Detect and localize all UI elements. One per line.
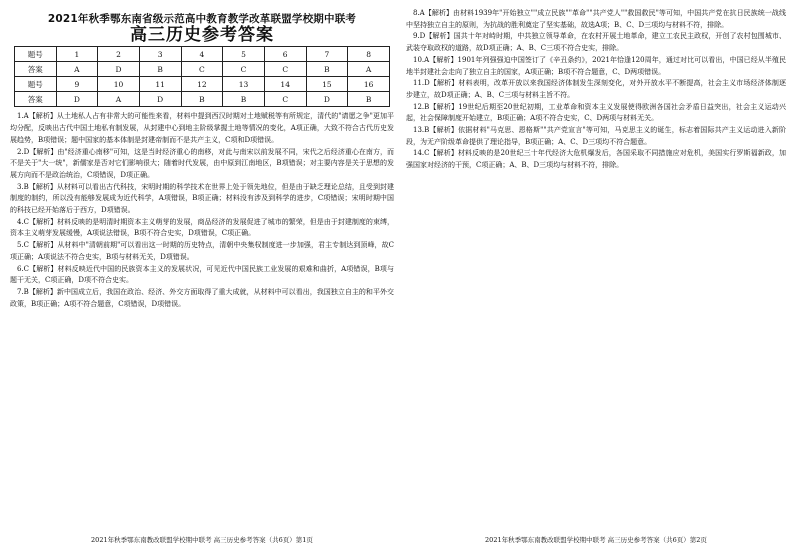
answer-title: 高三历史参考答案 bbox=[130, 24, 274, 45]
question-number: 8 bbox=[348, 47, 390, 62]
explanation-paragraph: 10.A【解析】1901年列强强迫中国签订了《辛丑条约》，2021年恰逢120周年，通过对比可以看出，中国已经从半殖民地半封建社会走向了独立自主的国家，A项正确；B项不符合题意，C、D两项错误。 bbox=[406, 55, 786, 76]
answer-cell: A bbox=[56, 62, 98, 77]
explanation-paragraph: 2.D【解析】由"经济重心南移"可知，这是当时经济重心的南移，对此与南宋以前发展不同，宋代之后经济重心在南方，而不是关于"大一统"，新儒家是否对它们影响很大；随着时代发展，由中原到江南地区，B项错误；对主要内容是关于思想的发展方向而不是政治统治，C项错误，D项正确。 bbox=[10, 147, 394, 179]
question-row-1 bbox=[15, 47, 390, 62]
explanation-paragraph: 13.B【解析】依据材料"马克思、恩格斯""共产党宣言"等可知，马克思主义的诞生，标志着国际共产主义运动进入新阶段，为无产阶级革命提供了理论指导，B项正确；A、C、D三项均不符合题意。 bbox=[406, 126, 786, 146]
question-number: 11 bbox=[139, 77, 181, 92]
left-column bbox=[10, 8, 394, 310]
answer-cell: D bbox=[98, 62, 140, 77]
row-label: 答案 bbox=[15, 62, 57, 77]
question-number: 13 bbox=[223, 77, 265, 92]
question-number: 2 bbox=[98, 47, 140, 62]
question-number: 4 bbox=[181, 47, 223, 62]
answer-cell: B bbox=[181, 92, 223, 107]
answer-cell: B bbox=[306, 62, 348, 77]
exam-title: 2021年秋季鄂东南省级示范高中教育教学改革联盟学校期中联考 bbox=[47, 13, 357, 25]
question-number: 10 bbox=[98, 77, 140, 92]
question-number: 9 bbox=[56, 77, 98, 92]
explanation-paragraph: 14.C【解析】材料反映的是20世纪三十年代经济大危机爆发后，各国采取不同措施应对危机，美国实行罗斯福新政，加强国家对经济的干预，C项正确；A、B、D三项均与材料不符，排除。 bbox=[406, 149, 786, 170]
question-number: 5 bbox=[223, 47, 265, 62]
question-number: 7 bbox=[306, 47, 348, 62]
answer-cell: D bbox=[306, 92, 348, 107]
explanation-paragraph: 5.C【解析】从材料中"清朝前期"可以看出这一时期的历史特点，清朝中央集权制度进一步加强，君主专制达到顶峰，故C项正确；A项说法不符合史实，B项与材料无关，D项错误。 bbox=[10, 241, 394, 261]
answer-table bbox=[14, 46, 390, 107]
question-number: 15 bbox=[306, 77, 348, 92]
question-number: 1 bbox=[56, 47, 98, 62]
explanation-paragraph: 8.A【解析】由材料1939年"开始独立""成立民族""革命""共产党人""救国救民"等可知，中国共产党在抗日民族统一战线中坚持独立自主的原则，为抗战的胜利奠定了坚实基础，故选A项；B、C、D三项均与材料不符，排除。 bbox=[406, 9, 786, 29]
answer-cell: A bbox=[98, 92, 140, 107]
explanation-paragraph: 3.B【解析】从材料可以看出古代科技，宋明时期的科学技术在世界上处于领先地位，但是由于缺乏理论总结，且受到封建制度的制约，所以没有能够发展成为近代科学，A项错误，B项正确；材料没有涉及到科学的进步，C项错误；宋明时期中国的科技已经开始落后于西方，D项错误。 bbox=[10, 182, 394, 215]
answer-cell: C bbox=[181, 62, 223, 77]
question-number: 16 bbox=[348, 77, 390, 92]
row-label: 题号 bbox=[15, 77, 57, 92]
page-footer-left: 2021年秋季鄂东南教改联盟学校期中联考 高三历史参考答案（共6页）第1页 bbox=[91, 536, 313, 544]
answer-cell: D bbox=[139, 92, 181, 107]
question-number: 6 bbox=[264, 47, 306, 62]
answer-row-1 bbox=[15, 62, 390, 77]
answer-cell: D bbox=[56, 92, 98, 107]
answer-cell: C bbox=[223, 62, 265, 77]
right-column bbox=[406, 8, 786, 172]
answer-cell: B bbox=[139, 62, 181, 77]
explanation-paragraph: 9.D【解析】国共十年对峙时期，中共独立领导革命，在农村开展土地革命，建立工农民主政权，开创了农村包围城市、武装夺取政权的道路，故D项正确；A、B、C三项不符合史实，排除。 bbox=[406, 32, 786, 53]
row-label: 答案 bbox=[15, 92, 57, 107]
answer-cell: B bbox=[348, 92, 390, 107]
explanation-paragraph: 11.D【解析】材料表明，改革开放以来我国经济体制发生深刻变化，对外开放水平不断提高，社会主义市场经济体制逐步建立，故D项正确；A、B、C三项与材料主旨不符。 bbox=[406, 79, 786, 99]
answer-row-2 bbox=[15, 92, 390, 107]
question-row-2 bbox=[15, 77, 390, 92]
explanation-paragraph: 4.C【解析】材料反映的是明清时期资本主义萌芽的发展，商品经济的发展促进了城市的繁荣，但是由于封建制度的束缚，资本主义萌芽发展缓慢，A项说法错误，B项不符合史实，D项错误，C项正确。 bbox=[10, 217, 394, 238]
question-number: 3 bbox=[139, 47, 181, 62]
answer-cell: C bbox=[264, 62, 306, 77]
answer-cell: B bbox=[223, 92, 265, 107]
question-number: 14 bbox=[264, 77, 306, 92]
explanation-paragraph: 1.A【解析】从土地私人占有非常大的可能性来看，材料中提到西汉时期对土地赋税等有所规定，清代的"请愿之争"更加平均分配，反映出古代中国土地私有制发展，从封建中心到地主阶级掌握土地等情况的变化，A项正确，大致不符合古代历史发展趋势，B项错误；题中国家的基本体制是封建帝制而不是共产主义，C项和D项错误。 bbox=[10, 112, 394, 144]
question-number: 12 bbox=[181, 77, 223, 92]
answer-cell: C bbox=[264, 92, 306, 107]
page-footer-right: 2021年秋季鄂东南教改联盟学校期中联考 高三历史参考答案（共6页）第2页 bbox=[485, 536, 707, 544]
answer-cell: A bbox=[348, 62, 390, 77]
row-label: 题号 bbox=[15, 47, 57, 62]
explanation-paragraph: 12.B【解析】19世纪后期至20世纪初期，工业革命和资本主义发展使得欧洲各国社会矛盾日益突出，社会主义运动兴起，社会保障制度开始建立，B项正确；A项不符合史实，C、D两项与材料无关。 bbox=[406, 102, 786, 123]
explanation-paragraph: 7.B【解析】新中国成立后，我国在政治、经济、外交方面取得了重大成就，从材料中可以看出，我国独立自主的和平外交政策，B项正确；A项不符合题意，C项错误，D项错误。 bbox=[10, 287, 394, 308]
explanation-paragraph: 6.C【解析】材料反映近代中国的民族资本主义的发展状况，可见近代中国民族工业发展的艰难和曲折，A项错误，B项与题干无关，C项正确，D项不符合史实。 bbox=[10, 264, 394, 285]
